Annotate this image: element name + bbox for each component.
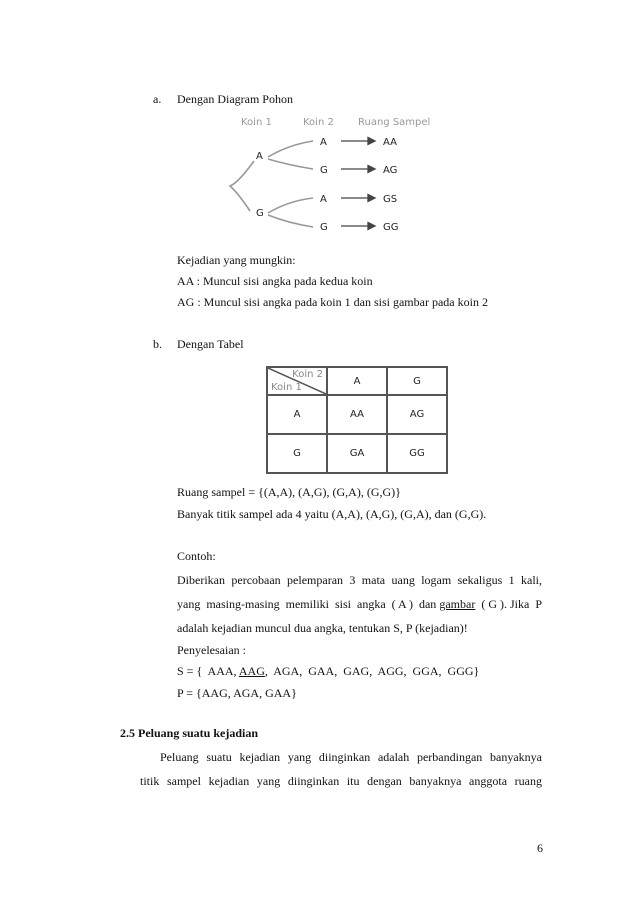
example-underlined-word: gambar [439, 597, 476, 611]
example-line: adalah kejadian muncul dua angka, tentukan S, P (kejadian)! [177, 621, 468, 635]
example-line [177, 597, 542, 612]
tree-level2-node: G [320, 222, 328, 233]
solution-s-post: , AGA, GAA, GAG, AGG, GGA, GGG} [264, 664, 480, 678]
tree-outcome: AG [383, 165, 398, 176]
table-cell: AG [387, 395, 447, 434]
sample-space-line: Ruang sampel = {(A,A), (A,G), (G,A), (G,G)} [177, 485, 401, 499]
table-cell: GG [387, 434, 447, 473]
tree-branch [268, 159, 313, 169]
example-line2-pre: yang masing-masing memiliki sisi angka ( A ) dan [177, 597, 437, 611]
table-row [267, 395, 447, 434]
tree-outcome: GS [383, 194, 398, 205]
table-corner-cell [267, 367, 327, 395]
tree-branch [268, 141, 313, 157]
tree-level1-node: G [256, 208, 264, 219]
tree-level1-node: A [256, 151, 263, 162]
solution-heading: Penyelesaian : [177, 643, 246, 657]
table-col-header: G [387, 367, 447, 395]
solution-s-underlined: AAG [238, 664, 265, 678]
section-a-title: Dengan Diagram Pohon [177, 92, 293, 106]
table-row-header: G [267, 434, 327, 473]
table-corner-top: Koin 2 [292, 369, 323, 380]
example-heading: Contoh: [177, 549, 216, 563]
events-line: AG : Muncul sisi angka pada koin 1 dan sisi gambar pada koin 2 [177, 295, 488, 309]
solution-s-pre: S = { AAA, [177, 664, 237, 678]
section-heading: 2.5 Peluang suatu kejadian [120, 726, 259, 740]
table-cell: AA [327, 395, 387, 434]
tree-level2-node: G [320, 165, 328, 176]
tree-level2-node: A [320, 137, 327, 148]
example-line: Diberikan percobaan pelemparan 3 mata uang logam sekaligus 1 kali, [177, 573, 542, 587]
example-line2-mid [439, 597, 542, 612]
example-line2-post: ( G ). Jika P [481, 597, 542, 611]
tree-outcome: AA [383, 137, 397, 148]
tree-header-koin1: Koin 1 [241, 117, 272, 128]
tree-branch [268, 215, 313, 227]
tree-arrows [341, 138, 375, 230]
table-col-header: A [327, 367, 387, 395]
section-a-label: a. [153, 92, 162, 106]
sample-table [266, 366, 448, 474]
table-row [267, 434, 447, 473]
events-line: AA : Muncul sisi angka pada kedua koin [177, 274, 373, 288]
section-b-title: Dengan Tabel [177, 337, 244, 351]
tree-outcome: GG [383, 222, 399, 233]
table-row-header: A [267, 395, 327, 434]
table-corner-bottom: Koin 1 [271, 382, 302, 393]
sample-space-line: Banyak titik sampel ada 4 yaitu (A,A), (A,G), (G,A), dan (G,G). [177, 507, 487, 521]
events-heading: Kejadian yang mungkin: [177, 253, 296, 267]
page-number: 6 [537, 841, 543, 855]
tree-diagram [228, 113, 458, 238]
solution-s-line [177, 664, 479, 679]
paragraph-line: Peluang suatu kejadian yang diinginkan adalah perbandingan banyaknya [160, 750, 542, 764]
tree-header-koin2: Koin 2 [303, 117, 334, 128]
table-cell: GA [327, 434, 387, 473]
tree-branch [268, 198, 313, 213]
tree-root-branch [230, 161, 254, 211]
tree-level2-node: A [320, 194, 327, 205]
section-b-label: b. [153, 337, 162, 351]
tree-header-sample: Ruang Sampel [358, 117, 431, 128]
solution-p-line: P = {AAG, AGA, GAA} [177, 686, 297, 700]
paragraph-line: titik sampel kejadian yang diinginkan itu dengan banyaknya anggota ruang [140, 774, 542, 788]
